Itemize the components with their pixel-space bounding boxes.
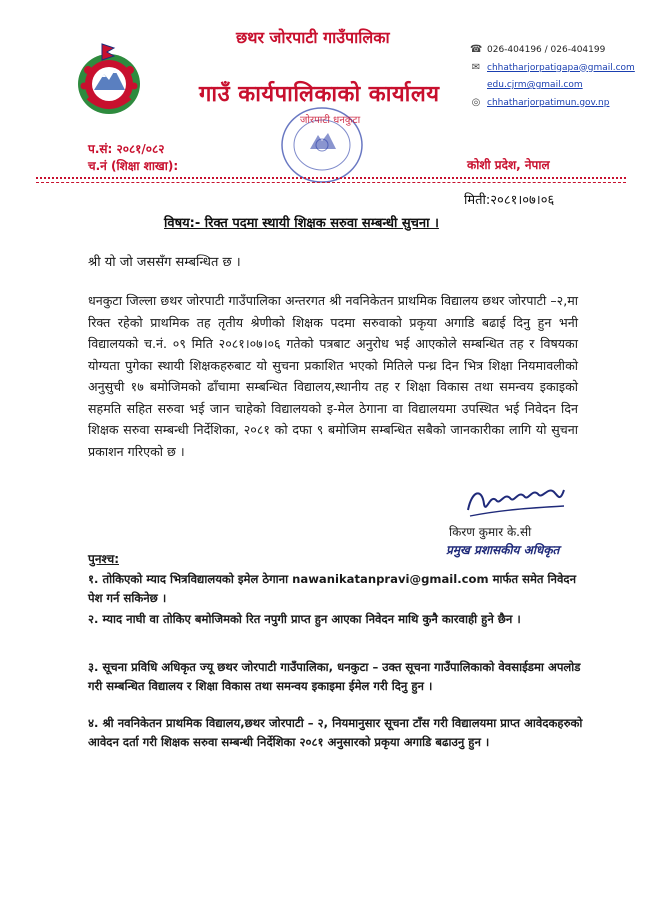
stamp-text: जोरपाटी धनकुटा — [300, 115, 361, 126]
phone-icon: ☎ — [470, 44, 483, 55]
postscript-note-2: २. म्याद नाघी वा तोकिए बमोजिमको रित नपुगी प्राप्त हुन आएका निवेदन माथि कुनै कारवाही हुने छैन । — [88, 612, 521, 626]
dispatch-number: च.नं (शिक्षा शाखा): — [88, 159, 179, 173]
contact-email-1[interactable]: ✉ chhatharjorpatigapa@gmail.com — [471, 62, 635, 73]
signatory-name: किरण कुमार के.सी — [449, 525, 532, 539]
province: कोशी प्रदेश, नेपाल — [467, 158, 550, 172]
letter-subject: विषय:- रिक्त पदमा स्थायी शिक्षक सरुवा सम्बन्धी सुचना । — [164, 216, 439, 231]
header-divider — [36, 177, 626, 179]
contact-phone: ☎ 026-404196 / 026-404199 — [470, 44, 606, 55]
signatory-title: प्रमुख प्रशासकीय अधिकृत — [446, 543, 560, 557]
office-name: गाउँ कार्यपालिकाको कार्यालय — [199, 82, 440, 107]
postscript-note-1: १. तोकिएको म्याद भित्रविद्यालयको इमेल ठेगाना nawanikatanpravi@gmail.com मार्फत समेत निवेदन पेश गर्न सकिनेछ । — [88, 572, 577, 605]
contact-email-2[interactable]: edu.cjrm@gmail.com — [487, 80, 583, 90]
municipality-name: छथर जोरपाटी गाउँपालिका — [236, 28, 390, 47]
postscript-note-3: ३. सूचना प्रविधि अधिकृत ज्यू छथर जोरपाटी गाउँपालिका, धनकुटा – उक्त सूचना गाउँपालिकाको वेवसाईडमा अपलोड गरी सम्बन्धित विद्यालय र शिक्षा विकास तथा समन्वय इकाइमा ईमेल गरी दिनु हुन । — [88, 660, 581, 693]
globe-icon: ◎ — [471, 97, 481, 108]
nepal-emblem — [74, 40, 144, 118]
reference-number: प.सं: २०८१/०८२ — [88, 142, 165, 156]
postscript-note-4: ४. श्री नवनिकेतन प्राथमिक विद्यालय,छथर जोरपाटी – २, नियमानुसार सूचना टाँस गरी विद्यालयमा प्राप्त आवेदकहरुको आवेदन दर्ता गरी शिक्षक सरुवा सम्बन्धी निर्देशिका २०८१ अनुसारको प्रकृया अगाडि बढाउनु हुन । — [88, 716, 583, 749]
contact-website[interactable]: ◎ chhatharjorpatimun.gov.np — [471, 97, 610, 108]
postscript-heading: पुनश्च: — [88, 552, 119, 566]
header-divider-secondary — [36, 182, 626, 183]
letter-body: धनकुटा जिल्ला छथर जोरपाटी गाउँपालिका अन्तरगत श्री नवनिकेतन प्राथमिक विद्यालय छथर जोरपाटी –२,मा रिक्त रहेको प्राथमिक तह तृतीय श्रेणीको शिक्षक पदमा सरुवाको प्रकृया अगाडि बढाई दिनु हुन भनी विद्यालयको च.नं. ०९ मिति २०८१।०७।०६ गतेको पत्रबाट अनुरोध भई आएकोले सम्बन्धित तह र विषयका योग्यता पुगेका स्थायी शिक्षकहरुबाट यो सुचना प्रकाशित भएको मितिले पन्ध्र दिन भित्र शिक्षा नियमावलीको अनुसुची १७ बमोजिमको ढाँचामा सम्बन्धित विद्यालय,स्थानीय तह र शिक्षा विकास तथा समन्वय इकाइको सहमति सहित सरुवा भई जान चाहेको विद्यालयको इ-मेल ठेगाना वा विद्यालयमा उपस्थित भई निवेदन दिन शिक्षक सरुवा सम्बन्धी निर्देशिका, २०८१ को दफा ९ बमोजिम सम्बन्धित सबैको जानकारीका लागि यो सुचना प्रकाशन गरिएको छ । — [88, 293, 578, 459]
letter-date: मिती:२०८१।०७।०६ — [464, 193, 555, 208]
salutation: श्री यो जो जससँग सम्बन्धित छ । — [88, 255, 241, 270]
signature — [460, 480, 570, 524]
email-icon: ✉ — [471, 62, 481, 73]
